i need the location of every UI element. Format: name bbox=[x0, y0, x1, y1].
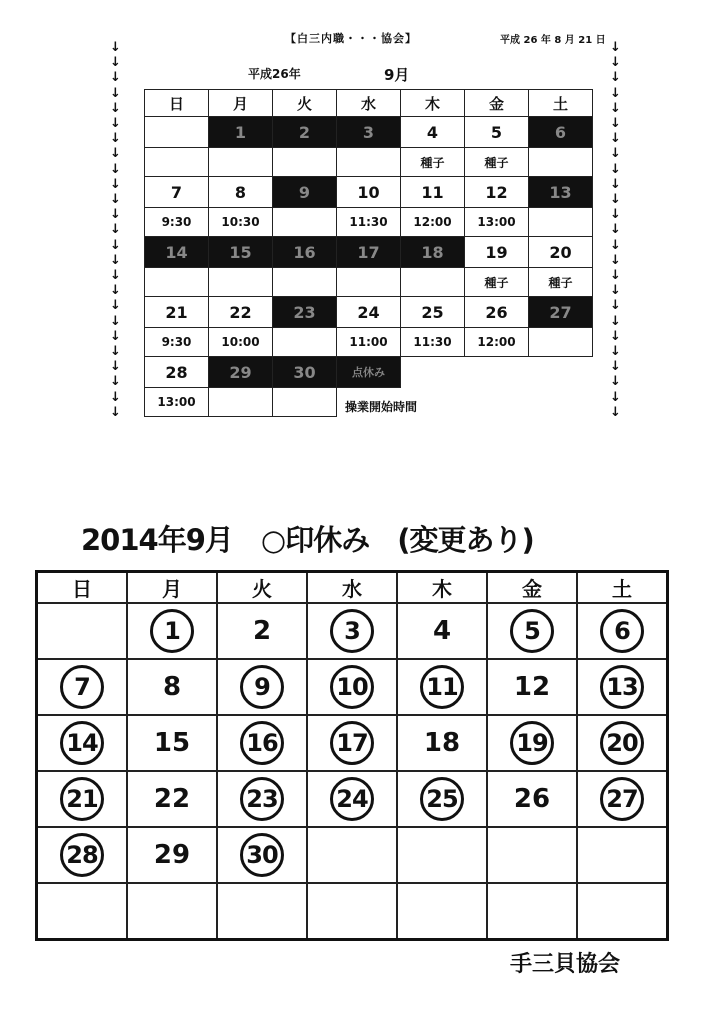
day-cell: 11 bbox=[401, 177, 465, 208]
day-cell bbox=[487, 603, 577, 659]
margin-arrow-mark: ↓ bbox=[110, 404, 121, 420]
margin-arrow-mark: ↓ bbox=[110, 283, 121, 299]
bottom-calendar-week-row bbox=[37, 603, 668, 659]
start-time-cell bbox=[209, 148, 273, 177]
weekday-cell: 木 bbox=[397, 572, 487, 604]
weekday-cell: 金 bbox=[465, 90, 529, 117]
margin-arrow-mark: ↓ bbox=[610, 404, 621, 420]
top-calendar-table bbox=[144, 89, 593, 417]
top-calendar-era-year: 平成26年 bbox=[248, 67, 301, 81]
day-cell bbox=[397, 771, 487, 827]
circled-day-off: 13 bbox=[600, 665, 644, 709]
margin-arrow-mark: ↓ bbox=[610, 298, 621, 314]
day-cell bbox=[577, 883, 668, 940]
day-cell: 12 bbox=[465, 177, 529, 208]
top-calendar-week-row bbox=[145, 237, 593, 268]
circled-day-off: 25 bbox=[420, 777, 464, 821]
start-time-cell: 13:00 bbox=[465, 208, 529, 237]
day-off-cell: 13 bbox=[529, 177, 593, 208]
circled-day-off: 7 bbox=[60, 665, 104, 709]
margin-arrow-mark: ↓ bbox=[110, 116, 121, 132]
day-cell bbox=[217, 883, 307, 940]
start-time-cell: 12:00 bbox=[401, 208, 465, 237]
day-cell: 20 bbox=[529, 237, 593, 268]
circled-day-off: 16 bbox=[240, 721, 284, 765]
day-cell bbox=[37, 771, 128, 827]
start-time-cell bbox=[529, 388, 593, 417]
margin-arrow-mark: ↓ bbox=[610, 116, 621, 132]
day-cell bbox=[217, 715, 307, 771]
start-time-cell bbox=[273, 328, 337, 357]
circled-day-off: 14 bbox=[60, 721, 104, 765]
footer-organization: 手三貝協会 bbox=[510, 952, 621, 977]
margin-arrow-mark: ↓ bbox=[610, 344, 621, 360]
start-time-cell bbox=[337, 148, 401, 177]
margin-arrow-mark: ↓ bbox=[610, 70, 621, 86]
day-off-cell: 3 bbox=[337, 117, 401, 148]
day-cell bbox=[577, 659, 668, 715]
circled-day-off: 3 bbox=[330, 609, 374, 653]
day-cell: 15 bbox=[127, 715, 217, 771]
margin-arrow-mark: ↓ bbox=[110, 313, 121, 329]
margin-arrow-mark: ↓ bbox=[110, 268, 121, 284]
top-calendar-note: 操業開始時間 bbox=[345, 400, 418, 414]
bottom-calendar-week-row bbox=[37, 715, 668, 771]
day-cell bbox=[577, 827, 668, 883]
margin-arrow-mark: ↓ bbox=[110, 237, 121, 253]
circled-day-off: 27 bbox=[600, 777, 644, 821]
day-off-cell: 18 bbox=[401, 237, 465, 268]
top-calendar-month: 9月 bbox=[384, 66, 410, 84]
start-time-cell bbox=[273, 268, 337, 297]
start-time-cell bbox=[145, 148, 209, 177]
margin-arrow-mark: ↓ bbox=[610, 192, 621, 208]
day-cell bbox=[307, 883, 397, 940]
day-cell bbox=[127, 603, 217, 659]
day-off-cell: 30 bbox=[273, 357, 337, 388]
day-cell: 26 bbox=[487, 771, 577, 827]
day-cell bbox=[487, 715, 577, 771]
circled-day-off: 9 bbox=[240, 665, 284, 709]
day-cell: 18 bbox=[397, 715, 487, 771]
start-time-cell bbox=[273, 388, 337, 417]
day-cell: 12 bbox=[487, 659, 577, 715]
start-time-cell bbox=[145, 268, 209, 297]
start-time-cell bbox=[401, 268, 465, 297]
day-cell: 5 bbox=[465, 117, 529, 148]
start-time-cell: 種子 bbox=[465, 268, 529, 297]
day-cell bbox=[487, 883, 577, 940]
margin-arrow-mark: ↓ bbox=[610, 55, 621, 71]
start-time-cell: 11:30 bbox=[337, 208, 401, 237]
margin-arrow-mark: ↓ bbox=[110, 222, 121, 238]
margin-arrow-mark: ↓ bbox=[610, 207, 621, 223]
day-cell bbox=[577, 715, 668, 771]
margin-arrow-mark: ↓ bbox=[110, 100, 121, 116]
day-cell bbox=[529, 357, 593, 388]
margin-arrow-mark: ↓ bbox=[110, 298, 121, 314]
circled-day-off: 5 bbox=[510, 609, 554, 653]
day-cell bbox=[307, 715, 397, 771]
day-cell: 26 bbox=[465, 297, 529, 328]
margin-arrow-mark: ↓ bbox=[110, 328, 121, 344]
circled-day-off: 10 bbox=[330, 665, 374, 709]
start-time-cell bbox=[529, 208, 593, 237]
bottom-calendar-weekday-row bbox=[37, 572, 668, 604]
start-time-cell bbox=[337, 268, 401, 297]
day-cell bbox=[577, 603, 668, 659]
circled-day-off: 28 bbox=[60, 833, 104, 877]
margin-arrow-mark: ↓ bbox=[110, 374, 121, 390]
bottom-calendar-week-row bbox=[37, 883, 668, 940]
start-time-cell: 10:00 bbox=[209, 328, 273, 357]
top-calendar-start-time-row bbox=[145, 268, 593, 297]
margin-arrow-mark: ↓ bbox=[110, 40, 121, 55]
day-cell: 7 bbox=[145, 177, 209, 208]
margin-arrow-mark: ↓ bbox=[610, 146, 621, 162]
start-time-cell: 種子 bbox=[401, 148, 465, 177]
day-cell bbox=[465, 357, 529, 388]
top-calendar-week-row bbox=[145, 177, 593, 208]
day-cell: 24 bbox=[337, 297, 401, 328]
margin-arrow-mark: ↓ bbox=[610, 389, 621, 405]
day-cell: 28 bbox=[145, 357, 209, 388]
circled-day-off: 6 bbox=[600, 609, 644, 653]
bottom-calendar-week-row bbox=[37, 827, 668, 883]
start-time-cell bbox=[209, 388, 273, 417]
day-cell: 19 bbox=[465, 237, 529, 268]
margin-arrow-mark: ↓ bbox=[110, 55, 121, 71]
circled-day-off: 30 bbox=[240, 833, 284, 877]
margin-arrow-mark: ↓ bbox=[110, 207, 121, 223]
start-time-cell: 12:00 bbox=[465, 328, 529, 357]
day-cell bbox=[127, 883, 217, 940]
start-time-cell: 9:30 bbox=[145, 328, 209, 357]
margin-arrow-mark: ↓ bbox=[110, 192, 121, 208]
margin-arrow-mark: ↓ bbox=[610, 40, 621, 55]
margin-arrow-mark: ↓ bbox=[110, 252, 121, 268]
day-cell: 8 bbox=[127, 659, 217, 715]
day-cell bbox=[37, 827, 128, 883]
day-cell: 29 bbox=[127, 827, 217, 883]
weekday-cell: 火 bbox=[273, 90, 337, 117]
top-calendar-start-time-row bbox=[145, 148, 593, 177]
circled-day-off: 11 bbox=[420, 665, 464, 709]
start-time-cell: 10:30 bbox=[209, 208, 273, 237]
day-cell bbox=[307, 827, 397, 883]
bottom-calendar-table bbox=[35, 570, 669, 941]
left-margin-marks bbox=[110, 40, 124, 420]
day-cell bbox=[37, 603, 128, 659]
margin-arrow-mark: ↓ bbox=[610, 100, 621, 116]
start-time-cell: 11:00 bbox=[337, 328, 401, 357]
weekday-cell: 金 bbox=[487, 572, 577, 604]
margin-arrow-mark: ↓ bbox=[610, 268, 621, 284]
day-cell bbox=[397, 883, 487, 940]
weekday-cell: 日 bbox=[37, 572, 128, 604]
bottom-calendar-week-row bbox=[37, 659, 668, 715]
margin-arrow-mark: ↓ bbox=[110, 176, 121, 192]
day-cell: 22 bbox=[127, 771, 217, 827]
day-cell: 4 bbox=[397, 603, 487, 659]
start-time-cell bbox=[273, 208, 337, 237]
margin-arrow-mark: ↓ bbox=[110, 389, 121, 405]
margin-arrow-mark: ↓ bbox=[610, 176, 621, 192]
day-cell bbox=[217, 827, 307, 883]
start-time-cell bbox=[529, 148, 593, 177]
day-cell bbox=[487, 827, 577, 883]
day-cell: 22 bbox=[209, 297, 273, 328]
day-off-cell: 29 bbox=[209, 357, 273, 388]
day-cell: 4 bbox=[401, 117, 465, 148]
day-cell bbox=[577, 771, 668, 827]
bottom-calendar-week-row bbox=[37, 771, 668, 827]
top-calendar-start-time-row bbox=[145, 208, 593, 237]
day-cell bbox=[217, 771, 307, 827]
start-time-cell: 13:00 bbox=[145, 388, 209, 417]
start-time-cell: 種子 bbox=[529, 268, 593, 297]
top-calendar-start-time-row bbox=[145, 328, 593, 357]
day-cell bbox=[397, 827, 487, 883]
circled-day-off: 1 bbox=[150, 609, 194, 653]
margin-arrow-mark: ↓ bbox=[610, 237, 621, 253]
day-cell bbox=[307, 771, 397, 827]
start-time-cell: 種子 bbox=[465, 148, 529, 177]
start-time-cell bbox=[273, 148, 337, 177]
margin-arrow-mark: ↓ bbox=[110, 70, 121, 86]
weekday-cell: 火 bbox=[217, 572, 307, 604]
day-cell bbox=[37, 883, 128, 940]
day-cell bbox=[217, 659, 307, 715]
circled-day-off: 23 bbox=[240, 777, 284, 821]
day-cell: 8 bbox=[209, 177, 273, 208]
circled-day-off: 24 bbox=[330, 777, 374, 821]
day-off-cell: 9 bbox=[273, 177, 337, 208]
circled-day-off: 20 bbox=[600, 721, 644, 765]
margin-arrow-mark: ↓ bbox=[610, 161, 621, 177]
day-off-cell: 16 bbox=[273, 237, 337, 268]
weekday-cell: 水 bbox=[307, 572, 397, 604]
margin-arrow-mark: ↓ bbox=[610, 374, 621, 390]
day-cell bbox=[37, 659, 128, 715]
day-cell: 2 bbox=[217, 603, 307, 659]
weekday-cell: 日 bbox=[145, 90, 209, 117]
weekday-cell: 木 bbox=[401, 90, 465, 117]
margin-arrow-mark: ↓ bbox=[610, 313, 621, 329]
weekday-cell: 土 bbox=[529, 90, 593, 117]
day-cell bbox=[37, 715, 128, 771]
day-cell: 21 bbox=[145, 297, 209, 328]
day-cell bbox=[307, 659, 397, 715]
day-cell bbox=[307, 603, 397, 659]
weekday-cell: 土 bbox=[577, 572, 668, 604]
header-date: 平成 26 年 8 月 21 日 bbox=[500, 35, 606, 46]
day-off-cell: 点休み bbox=[337, 357, 401, 388]
day-off-cell: 1 bbox=[209, 117, 273, 148]
day-cell: 25 bbox=[401, 297, 465, 328]
weekday-cell: 水 bbox=[337, 90, 401, 117]
day-cell bbox=[397, 659, 487, 715]
day-off-cell: 6 bbox=[529, 117, 593, 148]
margin-arrow-mark: ↓ bbox=[610, 252, 621, 268]
day-off-cell: 17 bbox=[337, 237, 401, 268]
top-calendar-week-row bbox=[145, 357, 593, 388]
margin-arrow-mark: ↓ bbox=[110, 344, 121, 360]
start-time-cell bbox=[529, 328, 593, 357]
day-cell bbox=[401, 357, 465, 388]
top-calendar-week-row bbox=[145, 297, 593, 328]
margin-arrow-mark: ↓ bbox=[610, 283, 621, 299]
day-off-cell: 15 bbox=[209, 237, 273, 268]
circled-day-off: 19 bbox=[510, 721, 554, 765]
margin-arrow-mark: ↓ bbox=[110, 85, 121, 101]
day-off-cell: 23 bbox=[273, 297, 337, 328]
margin-arrow-mark: ↓ bbox=[110, 359, 121, 375]
day-off-cell: 14 bbox=[145, 237, 209, 268]
right-margin-marks bbox=[610, 40, 624, 420]
day-cell: 10 bbox=[337, 177, 401, 208]
margin-arrow-mark: ↓ bbox=[110, 161, 121, 177]
margin-arrow-mark: ↓ bbox=[610, 359, 621, 375]
margin-arrow-mark: ↓ bbox=[110, 146, 121, 162]
start-time-cell bbox=[209, 268, 273, 297]
bottom-calendar-title: 2014年9月 ○印休み (変更あり) bbox=[81, 523, 534, 557]
day-cell bbox=[145, 117, 209, 148]
margin-arrow-mark: ↓ bbox=[610, 328, 621, 344]
header-title: 【白三内職・・・協会】 bbox=[285, 32, 417, 45]
margin-arrow-mark: ↓ bbox=[610, 85, 621, 101]
day-off-cell: 27 bbox=[529, 297, 593, 328]
start-time-cell: 11:30 bbox=[401, 328, 465, 357]
margin-arrow-mark: ↓ bbox=[610, 131, 621, 147]
margin-arrow-mark: ↓ bbox=[110, 131, 121, 147]
weekday-cell: 月 bbox=[127, 572, 217, 604]
circled-day-off: 21 bbox=[60, 777, 104, 821]
top-calendar-weekday-row bbox=[145, 90, 593, 117]
start-time-cell: 9:30 bbox=[145, 208, 209, 237]
start-time-cell bbox=[465, 388, 529, 417]
circled-day-off: 17 bbox=[330, 721, 374, 765]
day-off-cell: 2 bbox=[273, 117, 337, 148]
margin-arrow-mark: ↓ bbox=[610, 222, 621, 238]
weekday-cell: 月 bbox=[209, 90, 273, 117]
top-calendar-week-row bbox=[145, 117, 593, 148]
